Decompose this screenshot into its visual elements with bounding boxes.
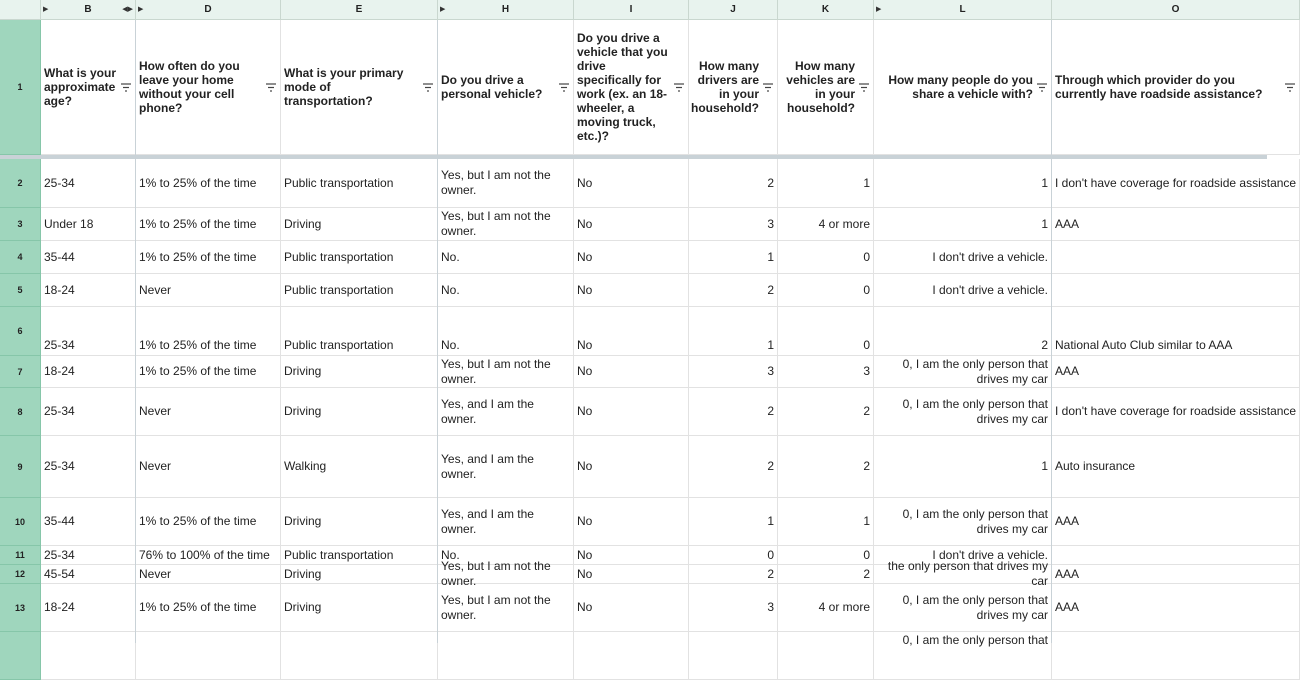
column-header-i[interactable] (574, 0, 689, 20)
column-header-l[interactable] (874, 0, 1052, 20)
cell-text: 2 (863, 566, 870, 581)
cell-text: No. (441, 338, 460, 352)
header-cell-e[interactable] (281, 20, 438, 155)
cell-text: 35-44 (44, 249, 75, 264)
cell-o[interactable] (1052, 632, 1300, 680)
cell-l[interactable] (874, 498, 1052, 546)
filter-icon[interactable] (1037, 83, 1047, 92)
cell-text: 18-24 (44, 282, 75, 297)
select-all-corner[interactable] (0, 0, 41, 20)
column-letter: I (629, 4, 633, 15)
filter-icon[interactable] (859, 83, 869, 92)
cell-l[interactable] (874, 356, 1052, 388)
cell-text: AAA (1055, 600, 1080, 614)
cell-text: Under 18 (44, 216, 94, 231)
cell-text: 0 (863, 249, 870, 264)
cell-h[interactable] (438, 559, 574, 588)
cell-text: No (577, 547, 593, 562)
cell-i[interactable] (574, 307, 689, 356)
cell-text: Public transportation (284, 282, 394, 297)
cell-text: No (577, 514, 593, 528)
cell-text: Yes, and I am the owner. (441, 451, 534, 481)
cell-k[interactable] (778, 241, 874, 274)
cell-d[interactable] (136, 632, 281, 680)
cell-text: No (577, 175, 593, 190)
cell-h[interactable] (438, 632, 574, 680)
cell-text: 45-54 (44, 566, 75, 581)
cell-e[interactable] (281, 159, 438, 208)
header-cell-d[interactable] (136, 20, 281, 155)
cell-text: No (577, 404, 593, 418)
filter-icon[interactable] (559, 83, 569, 92)
cell-d[interactable] (136, 241, 281, 274)
cell-text: Yes, but I am not the owner. (441, 209, 551, 238)
cell-text: 25-34 (44, 175, 75, 190)
cell-j[interactable] (689, 388, 778, 436)
cell-text: AAA (1055, 514, 1080, 528)
cell-i[interactable] (574, 546, 689, 565)
cell-text: 0 (767, 547, 774, 562)
cell-text: 25-34 (44, 404, 75, 418)
cell-text: 4 or more (818, 600, 870, 614)
cell-text: 1 (1041, 175, 1048, 190)
cell-text: 1 (1041, 216, 1048, 231)
cell-d[interactable] (136, 584, 281, 632)
expand-right-arrow-icon[interactable]: ▶ (440, 6, 446, 13)
hidden-columns-divider (1051, 20, 1052, 643)
cell-text: 25-34 (44, 547, 75, 562)
hidden-columns-divider (437, 20, 438, 643)
cell-text: 1% to 25% of the time (139, 514, 257, 528)
cell-j[interactable] (689, 356, 778, 388)
column-letter: D (204, 4, 212, 15)
cell-j[interactable] (689, 565, 778, 584)
cell-i[interactable] (574, 208, 689, 241)
cell-o[interactable] (1052, 159, 1300, 208)
cell-text: No (577, 364, 593, 378)
header-text: What is your approximate age? (44, 66, 117, 108)
cell-text: AAA (1055, 566, 1080, 581)
row-header-1[interactable]: 1 (0, 20, 41, 155)
cell-e[interactable] (281, 307, 438, 356)
cell-h[interactable] (438, 241, 574, 274)
cell-h[interactable] (438, 307, 574, 356)
cell-text: 1% to 25% of the time (139, 600, 257, 614)
header-cell-j[interactable] (689, 20, 778, 155)
cell-h[interactable] (438, 208, 574, 241)
cell-text: Yes, but I am not the owner. (441, 168, 551, 197)
cell-l[interactable] (874, 274, 1052, 307)
cell-d[interactable] (136, 307, 281, 356)
cell-e[interactable] (281, 546, 438, 565)
cell-l[interactable] (874, 559, 1052, 588)
cell-e[interactable] (281, 241, 438, 274)
cell-text: 2 (767, 404, 774, 418)
cell-e[interactable] (281, 274, 438, 307)
cell-text: Driving (284, 600, 322, 614)
cell-k[interactable] (778, 274, 874, 307)
cell-text: I don't drive a vehicle. (932, 249, 1048, 264)
cell-d[interactable] (136, 356, 281, 388)
cell-text: I don't drive a vehicle. (932, 282, 1048, 297)
cell-k[interactable] (778, 356, 874, 388)
cell-o[interactable] (1052, 388, 1300, 436)
cell-i[interactable] (574, 584, 689, 632)
cell-o[interactable] (1052, 208, 1300, 241)
cell-e[interactable] (281, 632, 438, 680)
cell-j[interactable] (689, 274, 778, 307)
cell-j[interactable] (689, 208, 778, 241)
cell-text: 0, I am the only person that drives my car (902, 356, 1048, 386)
cell-i[interactable] (574, 159, 689, 208)
row-header[interactable]: 7 (0, 356, 41, 388)
cell-o[interactable] (1052, 584, 1300, 632)
cell-d[interactable] (136, 498, 281, 546)
cell-text: 25-34 (44, 338, 75, 352)
cell-l[interactable] (874, 307, 1052, 356)
cell-e[interactable] (281, 436, 438, 498)
cell-text: 35-44 (44, 514, 75, 528)
cell-l[interactable] (874, 208, 1052, 241)
hidden-column-arrow-icon[interactable]: ▶ (43, 6, 49, 13)
cell-j[interactable] (689, 307, 778, 356)
cell-text: 1% to 25% of the time (139, 216, 257, 231)
row-header[interactable]: 12 (0, 565, 41, 584)
header-text: What is your primary mode of transportation? (284, 66, 404, 108)
cell-j[interactable] (689, 584, 778, 632)
cell-d[interactable] (136, 388, 281, 436)
row-header[interactable]: 3 (0, 208, 41, 241)
cell-i[interactable] (574, 241, 689, 274)
row-header[interactable]: 4 (0, 241, 41, 274)
cell-o[interactable] (1052, 356, 1300, 388)
column-header-j[interactable] (689, 0, 778, 20)
column-header-e[interactable] (281, 0, 438, 20)
cell-b[interactable] (41, 241, 136, 274)
header-text: Do you drive a personal vehicle? (441, 73, 543, 101)
cell-h[interactable] (438, 584, 574, 632)
cell-text: 0, I am the only person that drives my car (902, 592, 1048, 622)
cell-h[interactable] (438, 436, 574, 498)
filter-icon[interactable] (674, 83, 684, 92)
hidden-columns-divider (135, 20, 136, 643)
cell-text: No (577, 282, 593, 297)
row-header[interactable]: 9 (0, 436, 41, 498)
cell-e[interactable] (281, 208, 438, 241)
cell-text: 0, I am the only person that (902, 633, 1048, 647)
column-header-d[interactable] (136, 0, 281, 20)
cell-text: 1 (863, 514, 870, 528)
cell-o[interactable] (1052, 307, 1300, 356)
cell-l[interactable] (874, 584, 1052, 632)
cell-text: Never (139, 566, 172, 581)
row-header[interactable]: 11 (0, 546, 41, 565)
cell-d[interactable] (136, 159, 281, 208)
cell-k[interactable] (778, 388, 874, 436)
cell-k[interactable] (778, 584, 874, 632)
cell-b[interactable] (41, 546, 136, 565)
cell-j[interactable] (689, 632, 778, 680)
cell-text: 3 (767, 216, 774, 231)
cell-text: Auto insurance (1055, 459, 1136, 473)
cell-b[interactable] (41, 498, 136, 546)
cell-text: 2 (1041, 338, 1048, 352)
filter-icon[interactable] (763, 83, 773, 92)
header-text: Through which provider do you currently have roadside assistance? (1055, 73, 1263, 101)
cell-o[interactable] (1052, 241, 1300, 274)
cell-text: I don't drive a vehicle. (932, 547, 1048, 562)
cell-text: 1% to 25% of the time (139, 175, 257, 190)
cell-text: Yes, and I am the owner. (441, 506, 534, 536)
cell-text: 2 (767, 175, 774, 190)
cell-i[interactable] (574, 632, 689, 680)
header-cell-i[interactable] (574, 20, 689, 155)
cell-o[interactable] (1052, 565, 1300, 584)
cell-b[interactable] (41, 584, 136, 632)
cell-b[interactable] (41, 388, 136, 436)
cell-text: No. (441, 249, 460, 264)
cell-l[interactable] (874, 241, 1052, 274)
cell-h[interactable] (438, 159, 574, 208)
cell-text: Public transportation (284, 175, 394, 190)
cell-text: Walking (284, 459, 327, 473)
cell-text: No (577, 249, 593, 264)
cell-h[interactable] (438, 388, 574, 436)
cell-text: 4 or more (818, 216, 870, 231)
cell-text: 0 (863, 547, 870, 562)
cell-text: Never (139, 282, 172, 297)
cell-l[interactable] (874, 632, 1052, 680)
cell-i[interactable] (574, 274, 689, 307)
cell-k[interactable] (778, 436, 874, 498)
header-cell-k[interactable] (778, 20, 874, 155)
cell-o[interactable] (1052, 274, 1300, 307)
cell-e[interactable] (281, 584, 438, 632)
cell-text: National Auto Club similar to AAA (1055, 338, 1233, 352)
cell-text: Never (139, 404, 172, 418)
column-letter: B (84, 4, 92, 15)
cell-e[interactable] (281, 498, 438, 546)
cell-text: No. (441, 282, 460, 297)
cell-d[interactable] (136, 546, 281, 565)
cell-text: 25-34 (44, 459, 75, 473)
cell-h[interactable] (438, 356, 574, 388)
cell-text: 2 (767, 566, 774, 581)
cell-text: 1% to 25% of the time (139, 364, 257, 378)
cell-text: Public transportation (284, 249, 394, 264)
cell-text: Driving (284, 364, 322, 378)
filter-icon[interactable] (423, 83, 433, 92)
cell-d[interactable] (136, 565, 281, 584)
cell-text: 2 (767, 459, 774, 473)
cell-e[interactable] (281, 565, 438, 584)
cell-i[interactable] (574, 565, 689, 584)
cell-e[interactable] (281, 356, 438, 388)
cell-j[interactable] (689, 498, 778, 546)
cell-h[interactable] (438, 274, 574, 307)
cell-text: Driving (284, 514, 322, 528)
cell-text: No (577, 216, 593, 231)
cell-b[interactable] (41, 632, 136, 680)
cell-text: 0 (863, 338, 870, 352)
column-letter: O (1171, 4, 1180, 15)
expand-right-arrow-icon[interactable]: ▶ (876, 6, 882, 13)
cell-text: Yes, and I am the owner. (441, 396, 534, 426)
cell-k[interactable] (778, 159, 874, 208)
cell-d[interactable] (136, 274, 281, 307)
header-text: How many people do you share a vehicle with? (888, 73, 1033, 101)
header-cell-o[interactable] (1052, 20, 1300, 155)
cell-k[interactable] (778, 546, 874, 565)
header-text: Do you drive a vehicle that you drive specifically for work (ex. an 18-wheeler, a moving truck, etc.)? (577, 31, 668, 143)
cell-text: Yes, but I am not the owner. (441, 559, 551, 588)
cell-text: Driving (284, 404, 322, 418)
column-letter: L (959, 4, 966, 15)
row-header[interactable]: 13 (0, 584, 41, 632)
row-header[interactable]: 5 (0, 274, 41, 307)
cell-text: 2 (863, 404, 870, 418)
column-letter: E (355, 4, 363, 15)
cell-o[interactable] (1052, 436, 1300, 498)
cell-l[interactable] (874, 388, 1052, 436)
cell-text: I don't have coverage for roadside assistance (1055, 175, 1297, 190)
column-letter: J (730, 4, 736, 15)
column-letter: K (821, 4, 830, 15)
cell-b[interactable] (41, 307, 136, 356)
column-letter: H (501, 4, 510, 15)
row-header[interactable]: 8 (0, 388, 41, 436)
cell-text: 2 (767, 282, 774, 297)
row-header[interactable]: 2 (0, 159, 41, 208)
cell-text: No (577, 338, 593, 352)
filter-icon[interactable] (121, 83, 131, 92)
cell-h[interactable] (438, 498, 574, 546)
cell-text: 1 (1041, 459, 1048, 473)
cell-b[interactable] (41, 356, 136, 388)
cell-text: AAA (1055, 216, 1080, 231)
cell-j[interactable] (689, 546, 778, 565)
cell-text: 1 (767, 514, 774, 528)
cell-text: Public transportation (284, 547, 394, 562)
cell-k[interactable] (778, 565, 874, 584)
column-header-o[interactable] (1052, 0, 1300, 20)
cell-text: 2 (863, 459, 870, 473)
cell-d[interactable] (136, 208, 281, 241)
cell-d[interactable] (136, 436, 281, 498)
header-text: How many drivers are in your household? (691, 59, 760, 115)
cell-b[interactable] (41, 274, 136, 307)
cell-j[interactable] (689, 159, 778, 208)
header-cell-l[interactable] (874, 20, 1052, 155)
cell-k[interactable] (778, 498, 874, 546)
cell-k[interactable] (778, 307, 874, 356)
cell-text: Driving (284, 566, 322, 581)
cell-b[interactable] (41, 436, 136, 498)
cell-e[interactable] (281, 388, 438, 436)
cell-text: Yes, but I am not the owner. (441, 356, 551, 386)
cell-text: No (577, 600, 593, 614)
collapse-left-arrow-icon[interactable]: ◀▶ (122, 6, 133, 13)
cell-text: No (577, 459, 593, 473)
cell-b[interactable] (41, 208, 136, 241)
cell-text: 18-24 (44, 364, 75, 378)
cell-j[interactable] (689, 241, 778, 274)
expand-right-arrow-icon[interactable]: ▶ (138, 6, 144, 13)
cell-text: No. (441, 547, 460, 562)
row-header[interactable]: 6 (0, 307, 41, 356)
cell-text: 1 (767, 249, 774, 264)
column-header-k[interactable] (778, 0, 874, 20)
cell-text: 1 (863, 175, 870, 190)
cell-text: Yes, but I am not the owner. (441, 592, 551, 622)
cell-text: No (577, 566, 593, 581)
filter-icon[interactable] (266, 83, 276, 92)
cell-text: 1% to 25% of the time (139, 338, 257, 352)
cell-i[interactable] (574, 388, 689, 436)
cell-text: Driving (284, 216, 322, 231)
cell-text: I don't have coverage for roadside assistance (1055, 404, 1297, 418)
cell-text: 1% to 25% of the time (139, 249, 257, 264)
row-header[interactable] (0, 632, 41, 680)
cell-text: 76% to 100% of the time (139, 547, 270, 562)
column-header-b[interactable] (41, 0, 136, 20)
cell-text: 0 (863, 282, 870, 297)
filter-icon[interactable] (1285, 83, 1295, 92)
cell-l[interactable] (874, 159, 1052, 208)
cell-b[interactable] (41, 565, 136, 584)
cell-i[interactable] (574, 356, 689, 388)
cell-j[interactable] (689, 436, 778, 498)
cell-text: AAA (1055, 364, 1080, 378)
cell-i[interactable] (574, 436, 689, 498)
cell-text: the only person that drives my car (887, 559, 1048, 588)
row-header[interactable]: 10 (0, 498, 41, 546)
cell-text: Public transportation (284, 338, 394, 352)
cell-text: 0, I am the only person that drives my car (902, 506, 1048, 536)
cell-text: 3 (767, 600, 774, 614)
cell-text: 18-24 (44, 600, 75, 614)
cell-i[interactable] (574, 498, 689, 546)
cell-text: Never (139, 459, 172, 473)
cell-text: 1 (767, 338, 774, 352)
cell-o[interactable] (1052, 546, 1300, 565)
cell-k[interactable] (778, 632, 874, 680)
cell-k[interactable] (778, 208, 874, 241)
header-text: How many vehicles are in your household? (786, 59, 855, 115)
cell-o[interactable] (1052, 498, 1300, 546)
cell-l[interactable] (874, 436, 1052, 498)
cell-b[interactable] (41, 159, 136, 208)
cell-text: 3 (767, 364, 774, 378)
header-text: How often do you leave your home without your cell phone? (139, 59, 240, 115)
header-cell-b[interactable] (41, 20, 136, 155)
column-header-h[interactable] (438, 0, 574, 20)
header-cell-h[interactable] (438, 20, 574, 155)
cell-text: 0, I am the only person that drives my car (902, 396, 1048, 426)
cell-text: 3 (863, 364, 870, 378)
